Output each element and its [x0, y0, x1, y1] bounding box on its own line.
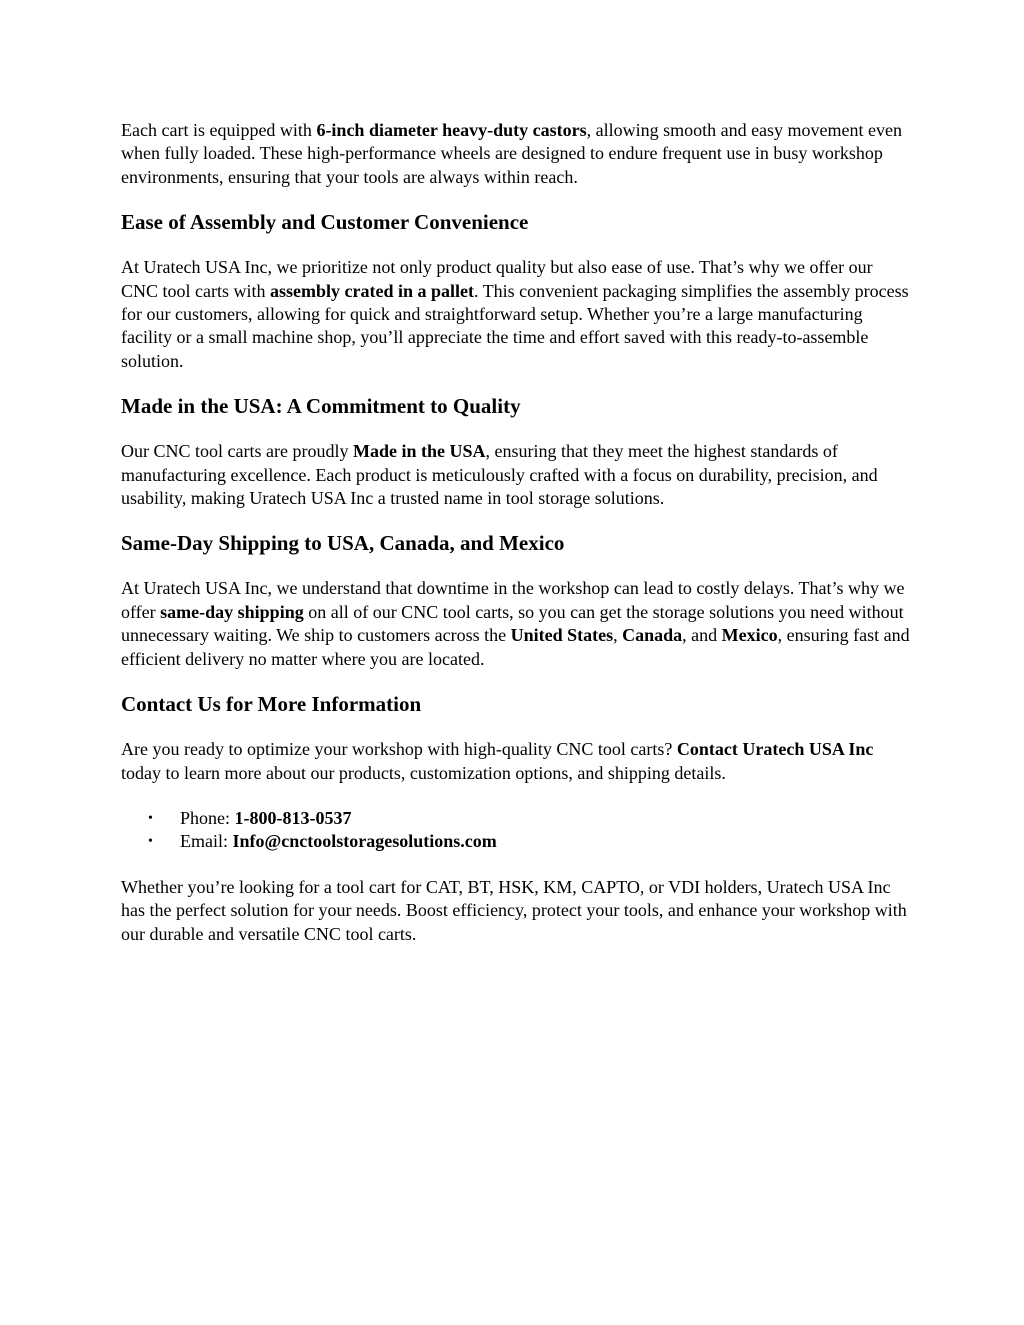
made-in-usa-heading: Made in the USA: A Commitment to Quality: [121, 394, 521, 419]
contact-list: [121, 807, 911, 854]
email-address: Info@cnctoolstoragesolutions.com: [232, 831, 497, 852]
shipping-heading: Same-Day Shipping to USA, Canada, and Mexico: [121, 531, 565, 556]
same-day-emphasis: same-day shipping: [160, 601, 304, 622]
email-list-item: • Email: Info@cnctoolstoragesolutions.com: [121, 830, 911, 853]
made-in-usa-paragraph: Our CNC tool carts are proudly Made in the USA, ensuring that they meet the highest standards of manufacturing excellence. Each product is meticulously crafted with a focus on durability, precision, and usability, making Uratech USA Inc a trusted name in tool storage solutions.: [121, 441, 878, 509]
canada-emphasis: Canada: [622, 625, 683, 646]
united-states-emphasis: United States: [510, 625, 614, 646]
pallet-emphasis: assembly crated in a pallet: [270, 280, 474, 301]
castors-emphasis: 6-inch diameter heavy-duty castors: [316, 120, 587, 140]
phone-number: 1-800-813-0537: [234, 807, 352, 828]
contact-emphasis: Contact Uratech USA Inc: [676, 739, 874, 760]
intro-paragraph: Each cart is equipped with 6-inch diameter heavy-duty castors, allowing smooth and easy movement even when fully loaded. These high-performance wheels are designed to endure frequent use in busy workshop environments, ensuring that your tools are always within reach.: [121, 120, 903, 187]
mexico-emphasis: Mexico: [721, 625, 778, 646]
contact-paragraph: Are you ready to optimize your workshop with high-quality CNC tool carts? Contact Uratech USA Inc today to learn more about our products, customization options, and shipping details.: [121, 739, 874, 783]
assembly-heading: Ease of Assembly and Customer Convenience: [121, 210, 529, 235]
closing-paragraph: Whether you’re looking for a tool cart for CAT, BT, HSK, KM, CAPTO, or VDI holders, Uratech USA Inc has the perfect solution for your needs. Boost efficiency, protect your tools, and enhance your workshop with our durable and versatile CNC tool carts.: [121, 876, 907, 944]
bullet-icon: •: [148, 810, 153, 826]
phone-list-item: • Phone: 1-800-813-0537: [121, 807, 911, 830]
assembly-paragraph: At Uratech USA Inc, we prioritize not only product quality but also ease of use. That’s why we offer our CNC tool carts with assembly crated in a pallet. This convenient packaging simplifies the assembly process for our customers, allowing for quick and straightforward setup. Whether you’re a large manufacturing facility or a small machine shop, you’ll appreciate the time and effort saved with this ready-to-assemble solution.: [121, 257, 909, 371]
contact-heading: Contact Us for More Information: [121, 692, 422, 717]
made-in-usa-emphasis: Made in the USA: [352, 441, 486, 462]
document-page: [121, 119, 911, 946]
shipping-paragraph: At Uratech USA Inc, we understand that downtime in the workshop can lead to costly delays. That’s why we offer same-day shipping on all of our CNC tool carts, so you can get the storage solutions you need without unnecessary waiting. We ship to customers across the United States, Canada, and Mexico, ensuring fast and efficient delivery no matter where you are located.: [121, 578, 910, 669]
bullet-icon: •: [148, 834, 153, 850]
